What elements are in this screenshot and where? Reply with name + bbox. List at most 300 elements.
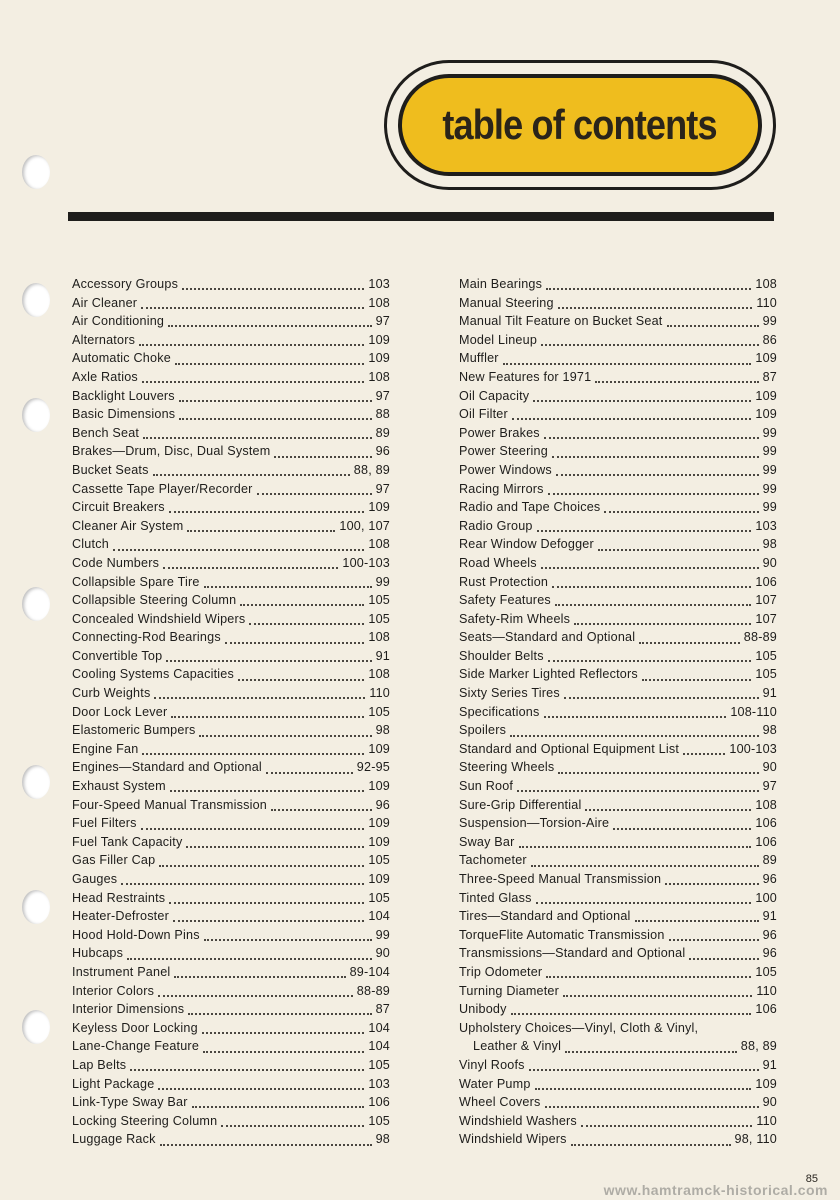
toc-entry-label: Vinyl Roofs bbox=[459, 1057, 525, 1072]
dot-leader bbox=[544, 715, 727, 718]
toc-entry-label: Four-Speed Manual Transmission bbox=[72, 797, 267, 812]
toc-entry-page: 99 bbox=[762, 444, 777, 459]
toc-entry-label: New Features for 1971 bbox=[459, 369, 592, 384]
toc-entry bbox=[72, 480, 390, 499]
dot-leader bbox=[613, 827, 751, 830]
toc-entry-page: 100, 107 bbox=[339, 518, 390, 533]
toc-entry-page: 100 bbox=[755, 890, 777, 905]
toc-entry-label: Basic Dimensions bbox=[72, 407, 176, 422]
toc-entry-label: Axle Ratios bbox=[72, 369, 138, 384]
toc-entry-page: 90 bbox=[762, 760, 777, 775]
dot-leader bbox=[558, 306, 753, 309]
dot-leader bbox=[635, 919, 759, 922]
dot-leader bbox=[689, 957, 758, 960]
toc-entry-page: 89 bbox=[762, 853, 777, 868]
toc-entry bbox=[459, 814, 777, 833]
toc-entry-page: 89 bbox=[375, 425, 390, 440]
dot-leader bbox=[537, 529, 752, 532]
dot-leader bbox=[182, 287, 364, 290]
toc-entry-label: Lane-Change Feature bbox=[72, 1039, 200, 1054]
dot-leader bbox=[169, 510, 365, 513]
toc-entry bbox=[459, 777, 777, 796]
toc-entry-label: Leather & Vinyl bbox=[473, 1039, 562, 1054]
toc-entry bbox=[459, 870, 777, 889]
toc-entry-label: Interior Colors bbox=[72, 983, 155, 998]
toc-entry-label: Radio Group bbox=[459, 518, 533, 533]
toc-entry-label: Alternators bbox=[72, 332, 136, 347]
toc-entry bbox=[72, 405, 390, 424]
toc-entry bbox=[459, 703, 777, 722]
toc-entry-page: 103 bbox=[368, 1076, 390, 1091]
toc-entry-label: TorqueFlite Automatic Transmission bbox=[459, 927, 665, 942]
toc-entry bbox=[72, 554, 390, 573]
title-badge bbox=[398, 74, 762, 176]
toc-entry bbox=[459, 684, 777, 703]
toc-entry-page: 99 bbox=[762, 481, 777, 496]
toc-entry-page: 108 bbox=[368, 667, 390, 682]
dot-leader bbox=[548, 492, 759, 495]
toc-entry bbox=[459, 517, 777, 536]
toc-entry bbox=[72, 889, 390, 908]
toc-entry-page: 98, 110 bbox=[734, 1132, 777, 1147]
toc-entry-page: 105 bbox=[368, 704, 390, 719]
toc-entry-label: Model Lineup bbox=[459, 332, 538, 347]
toc-entry bbox=[72, 684, 390, 703]
toc-entry-label: Windshield Wipers bbox=[459, 1132, 567, 1147]
dot-leader bbox=[158, 1087, 364, 1090]
toc-entry-page: 89-104 bbox=[349, 964, 390, 979]
toc-entry-label: Three-Speed Manual Transmission bbox=[459, 872, 662, 886]
toc-entry-page: 99 bbox=[762, 500, 777, 515]
dot-leader bbox=[141, 306, 364, 309]
toc-entry-label: Connecting-Rod Bearings bbox=[72, 630, 221, 645]
dot-leader bbox=[271, 808, 372, 811]
toc-entry-label: Instrument Panel bbox=[72, 964, 171, 979]
toc-entry-label: Radio and Tape Choices bbox=[459, 500, 601, 515]
dot-leader bbox=[166, 659, 371, 662]
toc-entry-page: 88-89 bbox=[356, 983, 390, 998]
toc-entry bbox=[72, 1130, 390, 1149]
dot-leader bbox=[142, 380, 364, 383]
toc-entry bbox=[72, 1093, 390, 1112]
toc-entry-page: 96 bbox=[375, 797, 390, 812]
toc-entry bbox=[459, 647, 777, 666]
toc-entry bbox=[72, 349, 390, 368]
toc-entry bbox=[72, 647, 390, 666]
binder-hole bbox=[22, 155, 50, 189]
dot-leader bbox=[545, 1105, 759, 1108]
toc-entry-label: Specifications bbox=[459, 704, 540, 719]
dot-leader bbox=[154, 696, 365, 699]
dot-leader bbox=[503, 362, 752, 365]
dot-leader bbox=[541, 566, 759, 569]
toc-entry-label: Air Cleaner bbox=[72, 295, 138, 310]
dot-leader bbox=[555, 603, 751, 606]
toc-entry-label: Tires—Standard and Optional bbox=[459, 909, 631, 924]
dot-leader bbox=[574, 622, 751, 625]
toc-entry-label: Sun Roof bbox=[459, 779, 514, 794]
toc-entry-label: Safety Features bbox=[459, 593, 551, 608]
toc-entry-page: 87 bbox=[762, 369, 777, 384]
toc-entry bbox=[72, 628, 390, 647]
toc-entry bbox=[459, 1056, 777, 1075]
toc-entry bbox=[459, 1075, 777, 1094]
toc-entry bbox=[72, 610, 390, 629]
toc-entry-label: Cleaner Air System bbox=[72, 518, 184, 533]
toc-entry bbox=[459, 387, 777, 406]
toc-entry-label: Air Conditioning bbox=[72, 314, 165, 329]
toc-entry bbox=[459, 796, 777, 815]
dot-leader bbox=[130, 1068, 364, 1071]
toc-entry-page: 91 bbox=[762, 1057, 777, 1072]
toc-entry-label: Muffler bbox=[459, 351, 499, 366]
toc-entry-label: Engines—Standard and Optional bbox=[72, 760, 262, 775]
dot-leader bbox=[519, 845, 752, 848]
toc-entry-page: 99 bbox=[375, 574, 390, 589]
toc-entry bbox=[459, 628, 777, 647]
toc-entry-label: Side Marker Lighted Reflectors bbox=[459, 667, 638, 682]
toc-entry-label: Hood Hold-Down Pins bbox=[72, 927, 200, 942]
dot-leader bbox=[142, 752, 364, 755]
dot-leader bbox=[179, 399, 372, 402]
toc-entry bbox=[459, 982, 777, 1001]
toc-entry-label: Main Bearings bbox=[459, 277, 543, 291]
toc-entry bbox=[459, 331, 777, 350]
toc-entry bbox=[72, 982, 390, 1001]
toc-entry-label: Safety-Rim Wheels bbox=[459, 611, 571, 626]
toc-entry-page: 88-89 bbox=[743, 630, 777, 645]
dot-leader bbox=[199, 734, 371, 737]
toc-entry bbox=[459, 1093, 777, 1112]
dot-leader bbox=[595, 380, 758, 383]
binder-hole bbox=[22, 1010, 50, 1044]
toc-entry-label: Elastomeric Bumpers bbox=[72, 723, 196, 738]
toc-entry-page: 92-95 bbox=[356, 760, 390, 775]
toc-entry-page: 103 bbox=[368, 277, 390, 291]
toc-entry bbox=[72, 573, 390, 592]
toc-entry-label: Convertible Top bbox=[72, 648, 163, 663]
toc-entry bbox=[72, 1075, 390, 1094]
toc-entry-label: Power Windows bbox=[459, 462, 552, 477]
toc-entry bbox=[459, 591, 777, 610]
toc-entry-page: 108 bbox=[368, 537, 390, 552]
dot-leader bbox=[121, 882, 364, 885]
toc-entry-page: 88, 89 bbox=[740, 1039, 777, 1054]
toc-entry-label: Hubcaps bbox=[72, 946, 124, 961]
toc-entry bbox=[459, 349, 777, 368]
toc-left-column bbox=[72, 275, 390, 1149]
dot-leader bbox=[571, 1143, 731, 1146]
toc-entry bbox=[459, 405, 777, 424]
toc-entry bbox=[72, 758, 390, 777]
binder-hole bbox=[22, 398, 50, 432]
toc-entry bbox=[72, 1056, 390, 1075]
toc-right-column bbox=[459, 275, 777, 1149]
dot-leader bbox=[159, 864, 364, 867]
toc-entry-page: 96 bbox=[762, 927, 777, 942]
dot-leader bbox=[153, 473, 350, 476]
dot-leader bbox=[204, 585, 372, 588]
toc-entry bbox=[459, 926, 777, 945]
dot-leader bbox=[203, 1050, 364, 1053]
dot-leader bbox=[221, 1124, 364, 1127]
toc-entry bbox=[459, 442, 777, 461]
dot-leader bbox=[168, 324, 371, 327]
dot-leader bbox=[512, 417, 751, 420]
toc-entry bbox=[72, 907, 390, 926]
binder-hole bbox=[22, 587, 50, 621]
toc-entry bbox=[72, 535, 390, 554]
toc-entry bbox=[72, 312, 390, 331]
toc-entry bbox=[459, 573, 777, 592]
dot-leader bbox=[558, 771, 758, 774]
toc-entry bbox=[72, 1112, 390, 1131]
toc-entry-page: 108 bbox=[755, 797, 777, 812]
toc-entry bbox=[72, 851, 390, 870]
toc-entry-label: Interior Dimensions bbox=[72, 1002, 185, 1017]
toc-entry-page: 105 bbox=[368, 1057, 390, 1072]
toc-entry-label: Brakes—Drum, Disc, Dual System bbox=[72, 444, 271, 459]
toc-entry-label: Light Package bbox=[72, 1076, 155, 1091]
toc-entry-label: Circuit Breakers bbox=[72, 500, 165, 515]
dot-leader bbox=[639, 641, 740, 644]
toc-entry bbox=[72, 963, 390, 982]
toc-entry-label: Automatic Choke bbox=[72, 351, 171, 366]
toc-entry bbox=[459, 312, 777, 331]
toc-entry bbox=[72, 1000, 390, 1019]
dot-leader bbox=[552, 455, 759, 458]
toc-entry-label: Water Pump bbox=[459, 1076, 531, 1091]
watermark: www.hamtramck-historical.com bbox=[603, 1182, 828, 1198]
toc-entry-label: Suspension—Torsion-Aire bbox=[459, 816, 610, 831]
toc-entry bbox=[459, 294, 777, 313]
toc-entry-page: 97 bbox=[375, 481, 390, 496]
dot-leader bbox=[546, 287, 751, 290]
dot-leader bbox=[202, 1031, 365, 1034]
toc-entry-page: 100-103 bbox=[342, 555, 390, 570]
toc-entry bbox=[72, 870, 390, 889]
toc-entry bbox=[459, 721, 777, 740]
toc-entry-page: 105 bbox=[755, 964, 777, 979]
toc-entry bbox=[459, 1037, 777, 1056]
dot-leader bbox=[536, 901, 752, 904]
toc-entry-label: Power Brakes bbox=[459, 425, 540, 440]
dot-leader bbox=[249, 622, 364, 625]
dot-leader bbox=[529, 1068, 759, 1071]
toc-entry-label: Curb Weights bbox=[72, 686, 151, 701]
toc-entry-page: 97 bbox=[762, 779, 777, 794]
binder-hole bbox=[22, 283, 50, 317]
toc-entry bbox=[72, 1019, 390, 1038]
toc-entry-page: 105 bbox=[368, 890, 390, 905]
toc-entry bbox=[459, 1112, 777, 1131]
toc-entry-page: 106 bbox=[368, 1095, 390, 1110]
dot-leader bbox=[113, 548, 364, 551]
toc-entry-label: Tachometer bbox=[459, 853, 527, 868]
dot-leader bbox=[179, 417, 371, 420]
toc-entry-page: 109 bbox=[368, 816, 390, 831]
toc-entry bbox=[459, 851, 777, 870]
toc-entry-label: Spoilers bbox=[459, 723, 507, 738]
toc-entry-label: Rust Protection bbox=[459, 574, 549, 589]
toc-entry-page: 107 bbox=[755, 611, 777, 626]
toc-entry-page: 108 bbox=[368, 630, 390, 645]
toc-entry bbox=[459, 1019, 777, 1038]
toc-entry-page: 99 bbox=[762, 462, 777, 477]
dot-leader bbox=[563, 994, 752, 997]
toc-entry-page: 98 bbox=[762, 723, 777, 738]
dot-leader bbox=[173, 919, 364, 922]
toc-entry bbox=[72, 517, 390, 536]
toc-entry bbox=[459, 275, 777, 294]
toc-entry-page: 109 bbox=[755, 1076, 777, 1091]
dot-leader bbox=[565, 1050, 737, 1053]
toc-entry-page: 109 bbox=[368, 872, 390, 886]
dot-leader bbox=[143, 436, 371, 439]
toc-entry-page: 97 bbox=[375, 388, 390, 403]
dot-leader bbox=[257, 492, 372, 495]
dot-leader bbox=[544, 436, 759, 439]
toc-entry-label: Seats—Standard and Optional bbox=[459, 630, 636, 645]
toc-entry-page: 104 bbox=[368, 909, 390, 924]
toc-entry-page: 96 bbox=[375, 444, 390, 459]
toc-entry-label: Code Numbers bbox=[72, 555, 160, 570]
toc-entry bbox=[72, 665, 390, 684]
toc-entry bbox=[459, 498, 777, 517]
dot-leader bbox=[552, 585, 751, 588]
toc-entry-label: Manual Tilt Feature on Bucket Seat bbox=[459, 314, 663, 329]
toc-entry bbox=[72, 796, 390, 815]
toc-entry bbox=[72, 498, 390, 517]
toc-entry-page: 106 bbox=[755, 816, 777, 831]
dot-leader bbox=[141, 827, 365, 830]
page-number: 85 bbox=[805, 1173, 818, 1185]
toc-entry bbox=[72, 461, 390, 480]
toc-entry-page: 91 bbox=[762, 686, 777, 701]
dot-leader bbox=[581, 1124, 752, 1127]
toc-entry-page: 105 bbox=[755, 667, 777, 682]
toc-entry-page: 99 bbox=[762, 425, 777, 440]
toc-entry-label: Sixty Series Tires bbox=[459, 686, 560, 701]
dot-leader bbox=[667, 324, 759, 327]
toc-entry-label: Bench Seat bbox=[72, 425, 140, 440]
toc-entry-page: 109 bbox=[368, 332, 390, 347]
toc-entry bbox=[459, 665, 777, 684]
toc-entry-page: 98 bbox=[375, 1132, 390, 1147]
dot-leader bbox=[585, 808, 751, 811]
dot-leader bbox=[517, 789, 758, 792]
dot-leader bbox=[564, 696, 759, 699]
toc-entry bbox=[72, 442, 390, 461]
toc-entry bbox=[72, 294, 390, 313]
toc-entry-page: 91 bbox=[375, 648, 390, 663]
toc-entry-page: 88, 89 bbox=[353, 462, 390, 477]
page-title: table of contents bbox=[442, 101, 718, 148]
toc-entry-page: 106 bbox=[755, 1002, 777, 1017]
toc-entry-label: Road Wheels bbox=[459, 555, 537, 570]
toc-entry-label: Power Steering bbox=[459, 444, 548, 459]
toc-entry-label: Rear Window Defogger bbox=[459, 537, 594, 552]
toc-entry-label: Engine Fan bbox=[72, 741, 139, 756]
toc-entry-page: 86 bbox=[762, 332, 777, 347]
dot-leader bbox=[541, 343, 759, 346]
toc-entry-label: Fuel Filters bbox=[72, 816, 137, 831]
toc-entry-page: 96 bbox=[762, 872, 777, 886]
toc-entry-label: Heater-Defroster bbox=[72, 909, 169, 924]
toc-entry bbox=[459, 907, 777, 926]
toc-entry-page: 105 bbox=[368, 611, 390, 626]
toc-entry-label: Gas Filler Cap bbox=[72, 853, 156, 868]
toc-entry-label: Turning Diameter bbox=[459, 983, 560, 998]
toc-entry-page: 90 bbox=[762, 555, 777, 570]
toc-entry bbox=[72, 275, 390, 294]
toc-entry-page: 106 bbox=[755, 574, 777, 589]
toc-entry bbox=[72, 777, 390, 796]
toc-entry bbox=[72, 833, 390, 852]
toc-entry-label: Cassette Tape Player/Recorder bbox=[72, 481, 253, 496]
toc-entry-page: 105 bbox=[368, 1113, 390, 1128]
dot-leader bbox=[535, 1087, 752, 1090]
dot-leader bbox=[170, 789, 365, 792]
dot-leader bbox=[683, 752, 725, 755]
toc-entry-page: 103 bbox=[755, 518, 777, 533]
toc-entry bbox=[459, 889, 777, 908]
toc-entry-page: 110 bbox=[756, 1113, 777, 1128]
toc-entry-page: 109 bbox=[755, 407, 777, 422]
toc-entry bbox=[459, 944, 777, 963]
toc-entry bbox=[459, 535, 777, 554]
toc-entry bbox=[459, 963, 777, 982]
toc-entry-page: 107 bbox=[755, 593, 777, 608]
toc-entry bbox=[72, 387, 390, 406]
toc-entry-label: Cooling Systems Capacities bbox=[72, 667, 234, 682]
toc-entry-label: Manual Steering bbox=[459, 295, 554, 310]
toc-entry-page: 96 bbox=[762, 946, 777, 961]
toc-entry-label: Unibody bbox=[459, 1002, 507, 1017]
toc-entry-label: Oil Capacity bbox=[459, 388, 530, 403]
toc-entry bbox=[459, 610, 777, 629]
toc-entry-page: 108 bbox=[368, 295, 390, 310]
toc-entry-page: 90 bbox=[375, 946, 390, 961]
toc-entry-label: Collapsible Steering Column bbox=[72, 593, 237, 608]
toc-entry-label: Sway Bar bbox=[459, 834, 515, 849]
toc-entry-label: Sure-Grip Differential bbox=[459, 797, 582, 812]
toc-entry-page: 90 bbox=[762, 1095, 777, 1110]
toc-entry-page: 109 bbox=[368, 741, 390, 756]
toc-entry-label: Link-Type Sway Bar bbox=[72, 1095, 188, 1110]
toc-entry-page: 87 bbox=[375, 1002, 390, 1017]
toc-entry-page: 110 bbox=[369, 686, 390, 701]
toc-entry-page: 98 bbox=[762, 537, 777, 552]
toc-entry-label: Locking Steering Column bbox=[72, 1113, 218, 1128]
dot-leader bbox=[533, 399, 751, 402]
toc-entry-label: Accessory Groups bbox=[72, 277, 179, 291]
toc-entry-label: Steering Wheels bbox=[459, 760, 555, 775]
toc-entry bbox=[459, 480, 777, 499]
binder-hole bbox=[22, 765, 50, 799]
dot-leader bbox=[531, 864, 759, 867]
dot-leader bbox=[598, 548, 759, 551]
toc-entry-label: Shoulder Belts bbox=[459, 648, 544, 663]
toc-entry-label: Upholstery Choices—Vinyl, Cloth & Vinyl, bbox=[459, 1020, 699, 1035]
toc-entry bbox=[459, 1130, 777, 1149]
dot-leader bbox=[642, 678, 751, 681]
dot-leader bbox=[139, 343, 364, 346]
dot-leader bbox=[127, 957, 371, 960]
divider-rule bbox=[68, 212, 774, 221]
toc-entry bbox=[459, 424, 777, 443]
toc-entry-page: 105 bbox=[368, 593, 390, 608]
